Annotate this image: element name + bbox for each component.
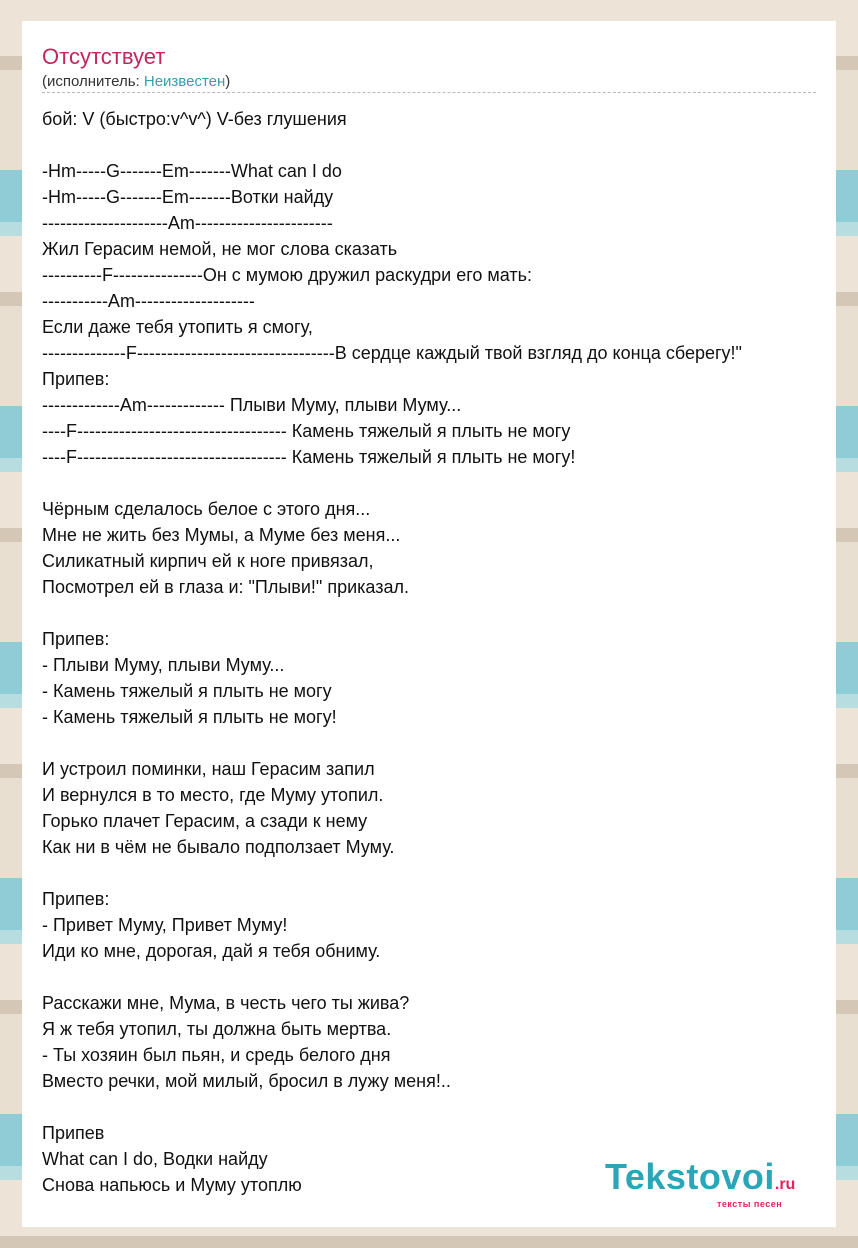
lyric-line: What can I do, Водки найду — [42, 1149, 268, 1169]
artist-line — [42, 73, 230, 90]
lyric-line: Силикатный кирпич ей к ноге привязал, — [42, 551, 374, 571]
lyric-line: - Ты хозяин был пьян, и средь белого дня — [42, 1045, 391, 1065]
lyric-line: -Hm-----G-------Em-------What can I do — [42, 161, 342, 181]
lyric-line: - Привет Муму, Привет Муму! — [42, 915, 288, 935]
lyric-line: И устроил поминки, наш Герасим запил — [42, 759, 375, 779]
lyric-line: Вместо речки, мой милый, бросил в лужу меня!.. — [42, 1071, 451, 1091]
lyric-line: - Плыви Муму, плыви Муму... — [42, 655, 285, 675]
lyric-line: - Камень тяжелый я плыть не могу — [42, 681, 332, 701]
artist-suffix: ) — [225, 73, 231, 90]
lyric-line: Как ни в чём не бывало подползает Муму. — [42, 837, 395, 857]
logo-name: Tekstovoi — [605, 1156, 775, 1197]
lyric-line: -----------Am-------------------- — [42, 291, 255, 311]
lyric-line: И вернулся в то место, где Муму утопил. — [42, 785, 384, 805]
lyric-line: Посмотрел ей в глаза и: "Плыви!" приказал. — [42, 577, 409, 597]
dashed-divider — [42, 92, 816, 93]
lyric-line: Припев: — [42, 889, 110, 909]
logo-tagline: тексты песен — [717, 1199, 783, 1209]
lyrics-card — [22, 21, 836, 1227]
lyric-line: Расскажи мне, Мума, в честь чего ты жива? — [42, 993, 410, 1013]
artist-link[interactable]: Неизвестен — [143, 73, 226, 90]
blank-line — [42, 470, 742, 496]
lyric-line: -Hm-----G-------Em-------Вотки найду — [42, 187, 334, 207]
song-title: Отсутствует — [42, 44, 166, 69]
lyric-line: Иди ко мне, дорогая, дай я тебя обниму. — [42, 941, 381, 961]
lyric-line: Если даже тебя утопить я смогу, — [42, 317, 313, 337]
lyric-line: ----F----------------------------------- Камень тяжелый я плыть не могу — [42, 421, 571, 441]
site-logo[interactable] — [605, 1156, 796, 1209]
lyric-line: Припев: — [42, 369, 110, 389]
blank-line — [42, 132, 742, 158]
lyric-line: ----F----------------------------------- Камень тяжелый я плыть не могу! — [42, 447, 576, 467]
logo-tld: .ru — [774, 1176, 796, 1193]
lyric-line: ---------------------Am----------------------- — [42, 213, 333, 233]
lyric-line: -------------Am------------- Плыви Муму, плыви Муму... — [42, 395, 462, 415]
lyric-line: - Камень тяжелый я плыть не могу! — [42, 707, 337, 727]
lyric-line: Горько плачет Герасим, а сзади к нему — [42, 811, 368, 831]
lyric-line: Жил Герасим немой, не мог слова сказать — [42, 239, 398, 259]
lyric-line: Мне не жить без Мумы, а Муме без меня... — [42, 525, 401, 545]
lyric-line: Припев: — [42, 629, 110, 649]
lyric-line: Я ж тебя утопил, ты должна быть мертва. — [42, 1019, 392, 1039]
artist-prefix: (исполнитель: — [42, 73, 144, 90]
lyric-line: Припев — [42, 1123, 105, 1143]
blank-line — [42, 730, 742, 756]
lyric-line: --------------F---------------------------------В сердце каждый твой взгляд до конца сберегу!" — [42, 343, 742, 363]
lyric-line: Снова напьюсь и Муму утоплю — [42, 1175, 302, 1195]
blank-line — [42, 964, 742, 990]
lyrics-text — [42, 106, 742, 1198]
lyric-line: бой: V (быстро:v^v^) V-без глушения — [42, 109, 347, 129]
lyric-line: ----------F---------------Он с мумою дружил раскудри его мать: — [42, 265, 533, 285]
lyric-line: Чёрным сделалось белое с этого дня... — [42, 499, 371, 519]
blank-line — [42, 1094, 742, 1120]
blank-line — [42, 600, 742, 626]
blank-line — [42, 860, 742, 886]
